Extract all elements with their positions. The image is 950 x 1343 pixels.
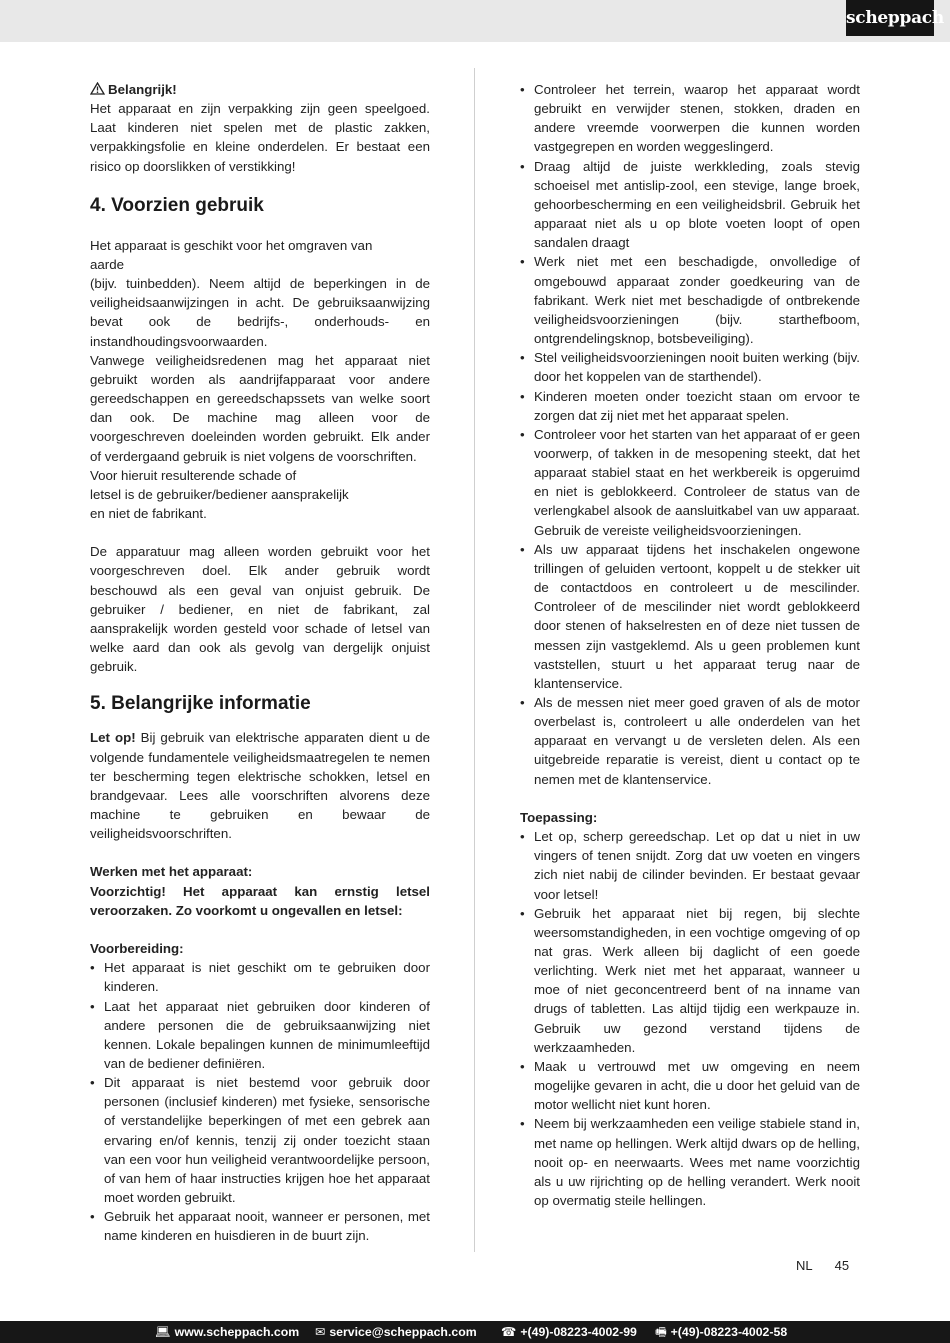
safety-list (520, 80, 860, 789)
s4-paragraph-2: De apparatuur mag alleen worden gebruikt voor het voorgeschreven doel. Elk ander gebruik wordt beschouwd als een geval van onjuist gebruik. De gebruiker / bediener, en niet de fabrikant, zal aansprakelijk worden gesteld voor schade of letsel van welke aard dan ook als gevolg van dergelijk onjuist gebruik. (90, 544, 430, 675)
s4-paragraph-1b: (bijv. tuinbedden). Neem altijd de beperkingen in de veiligheidsaanwijzingen in acht. De gebruiksaanwijzing bevat ook de bedrijfs-, onderhouds- en instandhoudingsvoorwaarden. (90, 276, 430, 349)
use-list (520, 827, 860, 1210)
phone-icon: ☎︎ (501, 1325, 517, 1339)
list-item: • Stel veiligheidsvoorzieningen nooit buiten werking (bijv. door het koppelen van de starthendel). (520, 348, 860, 386)
list-item: • Werk niet met een beschadigde, onvolledige of omgebouwd apparaat zonder goedkeuring van de fabrikant. Werk niet met beschadigde of ontbrekende veiligheidsvoorzieningen (bijv. starthefboom, ontgrendelingsknop, botsbeveiliging). (520, 252, 860, 348)
warning-title: Belangrijk! (90, 80, 430, 99)
s5-paragraph-1: Let op! Bij gebruik van elektrische apparaten dient u de volgende fundamentele veiligheidsmaatregelen te nemen ter bescherming tegen elektrische schokken, letsel en brandgevaar. Lees alle voorschriften alvorens deze machine te gebruiken en bewaar de veiligheidsvoorschriften. (90, 730, 430, 842)
email-contact[interactable]: ✉︎ service@scheppach.com (315, 1321, 477, 1343)
top-bar (0, 0, 950, 42)
contact-bar (0, 1321, 950, 1343)
scheppach-logo: scheppach (846, 0, 934, 36)
warning-text: Het apparaat en zijn verpakking zijn geen speelgoed. Laat kinderen niet spelen met de plastic zakken, verpakkingsfolie en kleine onderdelen. Er bestaat een risico op doorslikken of verstikking! (90, 101, 430, 174)
work-warning: Voorzichtig! Het apparaat kan ernstig letsel veroorzaken. Zo voorkomt u ongevallen en letsel: (90, 883, 430, 918)
page-footer (796, 1258, 849, 1273)
s4-paragraph-1c: Vanwege veiligheidsredenen mag het apparaat niet gebruikt worden als aandrijfapparaat voor andere gereedschappen en gereedschapssets van welke soort dan ook. De machine mag alleen voor de voorgeschreven doeleinden worden gebruikt. Elk ander of verdergaand gebruik is niet volgens de voorschriften. (90, 352, 430, 464)
list-item: • Dit apparaat is niet bestemd voor gebruik door personen (inclusief kinderen) met fysieke, sensorische of verstandelijke beperkingen of met een gebrek aan ervaring en/of kennis, tenzij zij onder toezicht staan van een voor hun veiligheid verantwoordelijke persoon, of van hem of haar instructies krijgen hoe het apparaat moet worden gebruikt. (90, 1073, 430, 1207)
s4-paragraph-1e: letsel is de gebruiker/bediener aansprakelijk (90, 486, 349, 502)
fax-icon: 🖷︎ (655, 1325, 667, 1339)
fax-contact[interactable]: 🖷︎ +(49)-08223-4002-58 (655, 1321, 787, 1343)
prep-list (90, 958, 430, 1245)
work-heading: Werken met het apparaat: (90, 864, 253, 880)
s4-paragraph-1d: Voor hieruit resulterende schade of (90, 467, 297, 483)
column-divider (474, 68, 475, 1252)
page-number: 45 (834, 1258, 850, 1273)
list-item: • Gebruik het apparaat niet bij regen, bij slechte weersomstandigheden, in een vochtige omgeving of op nat gras. Werk alleen bij daglicht of een goede verlichting. Werk niet met het apparaat, wanneer u moe of niet geconcentreerd bent of na inname van drugs of tabletten. Las altijd tijdig een werkpauze in. Gebruik uw gezond verstand tijdens de werkzaamheden. (520, 904, 860, 1057)
attention-label: Let op! (90, 730, 136, 746)
s4-paragraph-1f: en niet de fabrikant. (90, 505, 207, 521)
website-contact[interactable]: 💻︎ www.scheppach.com (155, 1321, 299, 1343)
language-code: NL (796, 1258, 813, 1273)
left-column (90, 80, 430, 1246)
list-item: • Neem bij werkzaamheden een veilige stabiele stand in, met name op hellingen. Werk altijd dwars op de helling, nooit op- en neerwaarts. Wees met name voorzichtig als u uw rijrichting op de helling verandert. Werk nooit op overmatig steile hellingen. (520, 1114, 860, 1210)
list-item: • Kinderen moeten onder toezicht staan om ervoor te zorgen dat zij niet met het apparaat spelen. (520, 387, 860, 425)
list-item: • Laat het apparaat niet gebruiken door kinderen of andere personen die de gebruiksaanwijzing niet kennen. Lokale bepalingen kunnen de minimumleeftijd van de bediener definiëren. (90, 997, 430, 1074)
list-item: • Gebruik het apparaat nooit, wanneer er personen, met name kinderen en huisdieren in de buurt zijn. (90, 1207, 430, 1245)
phone-contact[interactable]: ☎︎ +(49)-08223-4002-99 (501, 1321, 637, 1343)
list-item: • Als uw apparaat tijdens het inschakelen ongewone trillingen of geluiden vertoont, koppelt u de stekker uit de contactdoos en controleert u de mescilinder. Controleer of de mescilinder niet wordt geblokkeerd door stenen of hakselresten en of deze niet tussen de messen zijn vastgeklemd. Als u geen problemen kunt vaststellen, stuurt u het apparaat terug naar de klantenservice. (520, 540, 860, 693)
email-icon: ✉︎ (315, 1325, 326, 1339)
use-heading: Toepassing: (520, 809, 598, 825)
list-item: • Let op, scherp gereedschap. Let op dat u niet in uw vingers of tenen snijdt. Zorg dat uw voeten en vingers zich niet nabij de cilinder bevinden. Er bestaat gevaar voor letsel! (520, 827, 860, 904)
list-item: • Maak u vertrouwd met uw omgeving en neem mogelijke gevaren in acht, die u door het geluid van de motor wellicht niet kunt horen. (520, 1057, 860, 1114)
prep-heading: Voorbereiding: (90, 941, 184, 957)
list-item: • Controleer voor het starten van het apparaat of er geen voorwerp, of takken in de mesopening steekt, dat het apparaat stabiel staat en het werkbereik is opgeruimd en niet is geblokkeerd. Controleer de status van de verlengkabel alsook de aansluitkabel van uw apparaat. Gebruik de vereiste veiligheidsvoorzieningen. (520, 425, 860, 540)
right-column (520, 80, 860, 1210)
list-item: • Als de messen niet meer goed graven of als de motor overbelast is, controleert u alle onderdelen van het apparaat en vervangt u de versleten delen. Als een uitgebreide reparatie is vereist, dient u contact op te nemen met de klantenservice. (520, 693, 860, 789)
computer-icon: 💻︎ (155, 1325, 171, 1339)
list-item: • Het apparaat is niet geschikt om te gebruiken door kinderen. (90, 958, 430, 996)
warning-triangle-icon (90, 82, 105, 95)
s4-paragraph-1a: Het apparaat is geschikt voor het omgraven van aarde (90, 237, 373, 272)
section-4-heading: 4. Voorzien gebruik (90, 194, 264, 216)
list-item: • Draag altijd de juiste werkkleding, zoals stevig schoeisel met antislip-zool, een stevige, lange broek, gehoorbescherming en een veiligheidsbril. Gebruik het apparaat niet als u op blote voeten loopt of open sandalen draagt (520, 157, 860, 253)
list-item: • Controleer het terrein, waarop het apparaat wordt gebruikt en verwijder stenen, stokken, draden en andere vreemde voorwerpen die kunnen worden vastgegrepen en worden weggeslingerd. (520, 80, 860, 157)
section-5-heading: 5. Belangrijke informatie (90, 693, 311, 715)
